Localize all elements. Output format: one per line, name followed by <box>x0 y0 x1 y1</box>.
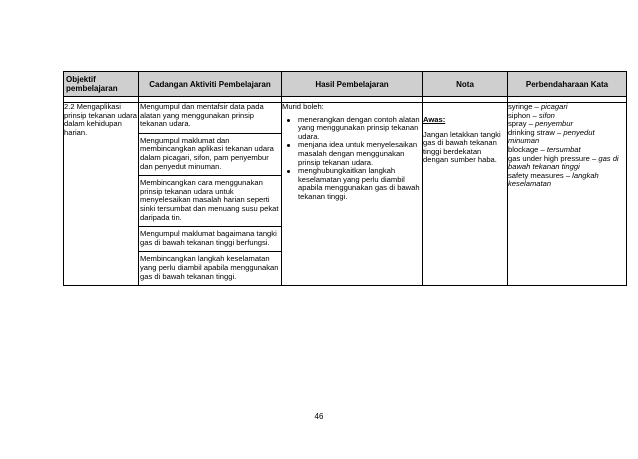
vocab-ms: tersumbat <box>546 144 581 154</box>
objective-cell <box>64 103 139 286</box>
vocab-ms: gas di bawah tekanan tinggi <box>508 153 619 172</box>
vocab-ms: langkah keselamatan <box>508 170 599 189</box>
vocab-item <box>508 129 626 146</box>
outcomes-list <box>282 116 422 202</box>
vocab-ms: sifon <box>538 110 555 120</box>
activities-cell <box>139 103 282 286</box>
activity-item: Mengumpul maklumat bagaimana tangki gas di bawah tekanan tinggi berfungsi. <box>139 227 281 252</box>
activity-item: Mengumpul maklumat dan membincangkan aplikasi tekanan udara dalam picagari, sifon, pam penyembur dan penyedut minuman. <box>139 134 281 176</box>
header-nota: Nota <box>423 72 508 97</box>
vocab-item <box>508 172 626 189</box>
outcome-item: menghubungkaitkan langkah keselamatan yang perlu diambil apabila menggunakan gas di bawah tekanan tinggi. <box>298 167 422 201</box>
activity-item: Membincangkan cara menggunakan prinsip tekanan udara untuk menyelesaikan masalah harian seperti sinki tersumbat dan menuang susu pekat daripada tin. <box>139 176 281 227</box>
activity-item: Membincangkan langkah keselamatan yang perlu diambil apabila menggunakan gas di bawah tekanan tinggi. <box>140 254 279 281</box>
vocab-sep: – <box>563 170 573 180</box>
vocab-sep: – <box>589 153 599 163</box>
activity-item: Mengumpul dan mentafsir data pada alatan yang menggunakan prinsip tekanan udara. <box>139 103 281 134</box>
lesson-plan-table <box>63 71 627 286</box>
vocab-ms: penyembur <box>535 119 574 129</box>
vocab-ms: penyedut minuman <box>508 127 595 146</box>
notes-warning-title: Awas: <box>423 115 446 124</box>
vocab-sep: – <box>526 119 536 129</box>
notes-cell <box>423 103 508 286</box>
header-perbendaharaan-kata: Perbendaharaan Kata <box>508 72 627 97</box>
vocab-en: safety measures <box>508 170 564 180</box>
vocab-cell <box>508 103 627 286</box>
vocab-en: siphon <box>508 110 531 120</box>
vocab-ms: picagari <box>540 102 568 111</box>
header-hasil-pembelajaran: Hasil Pembelajaran <box>282 72 423 97</box>
objective-text: 2.2 Mengaplikasi prinsip tekanan udara dalam kehidupan harian. <box>64 102 138 137</box>
header-cadangan-aktiviti: Cadangan Aktiviti Pembelajaran <box>139 72 282 97</box>
outcomes-cell <box>282 103 423 286</box>
vocab-sep: – <box>530 110 539 120</box>
vocab-item <box>508 155 626 172</box>
vocab-en: syringe <box>508 102 533 111</box>
outcome-item: menjana idea untuk menyelesaikan masalah dengan menggunakan prinsip tekanan udara. <box>298 141 422 167</box>
outcomes-intro: Murid boleh: <box>282 102 324 111</box>
table-row <box>64 103 627 286</box>
notes-warning-text: Jangan letakkan tangki gas di bawah tekanan tinggi berdekatan dengan sumber haba. <box>423 129 501 165</box>
vocab-sep: – <box>554 127 564 137</box>
header-objektif: Objektif pembelajaran <box>64 72 139 97</box>
page-number: 46 <box>314 412 324 421</box>
vocab-sep: – <box>532 102 541 111</box>
vocab-en: spray <box>508 119 527 129</box>
outcome-item: menerangkan dengan contoh alatan yang menggunakan prinsip tekanan udara. <box>298 116 422 142</box>
vocab-en: gas under high pressure <box>508 153 590 163</box>
vocab-en: blockage <box>508 144 539 154</box>
table-header-row <box>64 72 627 97</box>
vocab-sep: – <box>538 144 547 154</box>
vocab-en: drinking straw <box>508 127 555 137</box>
